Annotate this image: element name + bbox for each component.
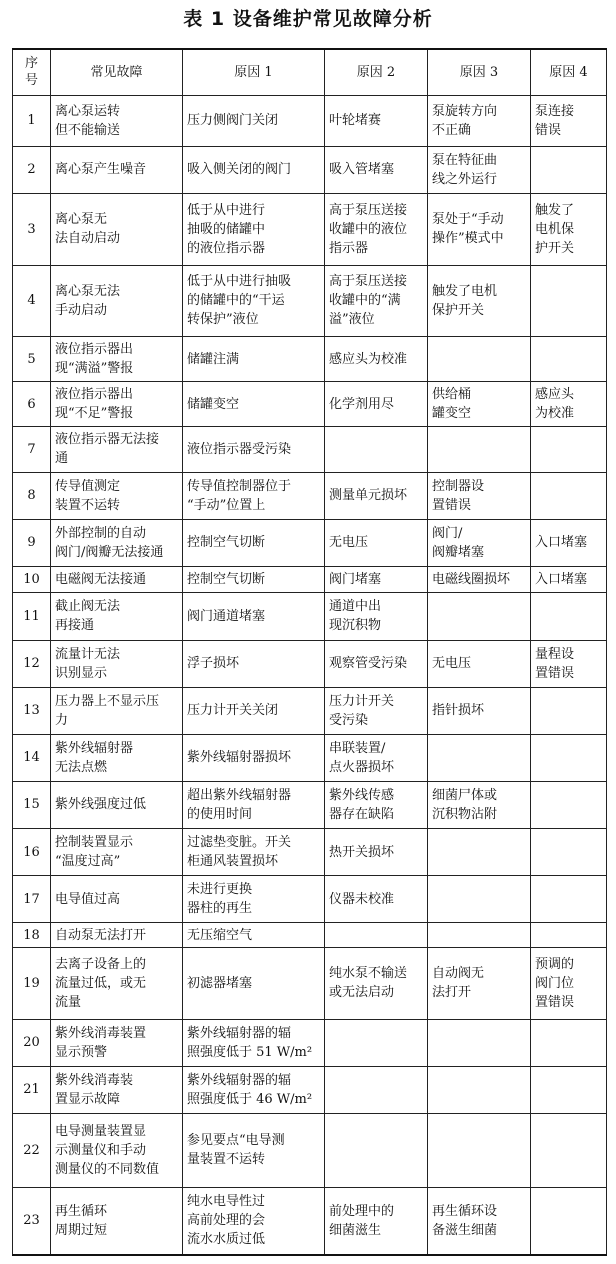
cause-3-cell bbox=[428, 1113, 531, 1187]
cause-3-cell bbox=[428, 923, 531, 948]
cause-3-cell: 指针损坏 bbox=[428, 687, 531, 734]
row-index: 22 bbox=[13, 1113, 51, 1187]
cause-1-cell: 吸入侧关闭的阀门 bbox=[183, 146, 325, 193]
table-row bbox=[13, 566, 607, 593]
cause-4-cell bbox=[531, 265, 607, 337]
table-row bbox=[13, 265, 607, 337]
fault-cell: 离心泵运转 但不能输送 bbox=[51, 95, 183, 146]
cause-1-cell: 参见要点“电导测 量装置不运转 bbox=[183, 1113, 325, 1187]
cause-3-cell: 阀门/ 阀瓣堵塞 bbox=[428, 519, 531, 566]
cause-1-cell: 超出紫外线辐射器 的使用时间 bbox=[183, 781, 325, 828]
cause-1-cell: 纯水电导性过 高前处理的会 流水水质过低 bbox=[183, 1187, 325, 1255]
fault-cell: 离心泵无 法自动启动 bbox=[51, 193, 183, 265]
cause-4-cell bbox=[531, 337, 607, 382]
cause-1-cell: 压力侧阀门关闭 bbox=[183, 95, 325, 146]
fault-cell: 离心泵无法 手动启动 bbox=[51, 265, 183, 337]
cause-3-cell: 细菌尸体或 沉积物沾附 bbox=[428, 781, 531, 828]
cause-2-cell: 高于泵压送接 收罐中的“满 溢”液位 bbox=[325, 265, 428, 337]
row-index: 8 bbox=[13, 472, 51, 519]
row-index: 21 bbox=[13, 1066, 51, 1113]
fault-analysis-table bbox=[12, 48, 607, 1256]
row-index: 14 bbox=[13, 734, 51, 781]
cause-2-cell: 通道中出 现沉积物 bbox=[325, 593, 428, 640]
cause-3-cell: 触发了电机 保护开关 bbox=[428, 265, 531, 337]
header-cause-4: 原因 4 bbox=[531, 49, 607, 95]
cause-3-cell bbox=[428, 829, 531, 876]
row-index: 20 bbox=[13, 1019, 51, 1066]
cause-3-cell: 再生循环设 备滋生细菌 bbox=[428, 1187, 531, 1255]
cause-1-cell: 浮子损坏 bbox=[183, 640, 325, 687]
cause-3-cell bbox=[428, 734, 531, 781]
cause-3-cell: 自动阀无 法打开 bbox=[428, 947, 531, 1019]
fault-cell: 截止阀无法 再接通 bbox=[51, 593, 183, 640]
table-row bbox=[13, 1066, 607, 1113]
row-index: 9 bbox=[13, 519, 51, 566]
fault-cell: 液位指示器无法接 通 bbox=[51, 427, 183, 472]
cause-1-cell: 低于从中进行抽吸 的储罐中的“干运 转保护”液位 bbox=[183, 265, 325, 337]
cause-3-cell bbox=[428, 876, 531, 923]
header-cause-2: 原因 2 bbox=[325, 49, 428, 95]
row-index: 10 bbox=[13, 566, 51, 593]
cause-3-cell: 泵处于“手动 操作”模式中 bbox=[428, 193, 531, 265]
row-index: 5 bbox=[13, 337, 51, 382]
cause-3-cell bbox=[428, 1066, 531, 1113]
fault-cell: 液位指示器出 现“满溢”警报 bbox=[51, 337, 183, 382]
cause-1-cell: 过滤垫变脏。开关 柜通风装置损坏 bbox=[183, 829, 325, 876]
cause-1-cell: 未进行更换 器柱的再生 bbox=[183, 876, 325, 923]
fault-cell: 液位指示器出 现“不足”警报 bbox=[51, 382, 183, 427]
row-index: 16 bbox=[13, 829, 51, 876]
table-row bbox=[13, 876, 607, 923]
cause-2-cell: 压力计开关 受污染 bbox=[325, 687, 428, 734]
table-row bbox=[13, 687, 607, 734]
cause-2-cell bbox=[325, 923, 428, 948]
cause-3-cell: 无电压 bbox=[428, 640, 531, 687]
row-index: 15 bbox=[13, 781, 51, 828]
cause-3-cell: 控制器设 置错误 bbox=[428, 472, 531, 519]
cause-4-cell bbox=[531, 923, 607, 948]
cause-4-cell bbox=[531, 146, 607, 193]
table-row bbox=[13, 472, 607, 519]
table-row bbox=[13, 829, 607, 876]
cause-2-cell bbox=[325, 1113, 428, 1187]
cause-2-cell bbox=[325, 427, 428, 472]
row-index: 4 bbox=[13, 265, 51, 337]
table-row bbox=[13, 640, 607, 687]
fault-cell: 去离子设备上的 流量过低，或无 流量 bbox=[51, 947, 183, 1019]
cause-4-cell bbox=[531, 829, 607, 876]
cause-3-cell bbox=[428, 593, 531, 640]
table-row bbox=[13, 1187, 607, 1255]
row-index: 11 bbox=[13, 593, 51, 640]
cause-4-cell: 量程设 置错误 bbox=[531, 640, 607, 687]
cause-4-cell: 入口堵塞 bbox=[531, 566, 607, 593]
row-index: 1 bbox=[13, 95, 51, 146]
cause-2-cell: 串联装置/ 点火器损坏 bbox=[325, 734, 428, 781]
cause-1-cell: 传导值控制器位于 “手动”位置上 bbox=[183, 472, 325, 519]
fault-cell: 电磁阀无法接通 bbox=[51, 566, 183, 593]
cause-1-cell: 紫外线辐射器的辐 照强度低于 46 W/m² bbox=[183, 1066, 325, 1113]
row-index: 12 bbox=[13, 640, 51, 687]
table-row bbox=[13, 427, 607, 472]
row-index: 3 bbox=[13, 193, 51, 265]
cause-4-cell bbox=[531, 1187, 607, 1255]
row-index: 13 bbox=[13, 687, 51, 734]
cause-4-cell bbox=[531, 427, 607, 472]
cause-2-cell: 感应头为校准 bbox=[325, 337, 428, 382]
cause-2-cell: 仪器未校准 bbox=[325, 876, 428, 923]
fault-cell: 紫外线辐射器 无法点燃 bbox=[51, 734, 183, 781]
cause-1-cell: 储罐注满 bbox=[183, 337, 325, 382]
cause-1-cell: 低于从中进行 抽吸的储罐中 的液位指示器 bbox=[183, 193, 325, 265]
fault-cell: 压力器上不显示压 力 bbox=[51, 687, 183, 734]
header-cause-3: 原因 3 bbox=[428, 49, 531, 95]
cause-4-cell bbox=[531, 781, 607, 828]
cause-4-cell bbox=[531, 472, 607, 519]
table-title: 表 1 设备维护常见故障分析 bbox=[183, 8, 433, 30]
table-row bbox=[13, 337, 607, 382]
row-index: 23 bbox=[13, 1187, 51, 1255]
cause-1-cell: 初滤器堵塞 bbox=[183, 947, 325, 1019]
cause-4-cell bbox=[531, 734, 607, 781]
cause-1-cell: 阀门通道堵塞 bbox=[183, 593, 325, 640]
header-fault: 常见故障 bbox=[51, 49, 183, 95]
cause-4-cell: 感应头 为校准 bbox=[531, 382, 607, 427]
cause-2-cell: 前处理中的 细菌滋生 bbox=[325, 1187, 428, 1255]
table-row bbox=[13, 781, 607, 828]
cause-2-cell: 吸入管堵塞 bbox=[325, 146, 428, 193]
cause-4-cell bbox=[531, 1066, 607, 1113]
cause-1-cell: 紫外线辐射器的辐 照强度低于 51 W/m² bbox=[183, 1019, 325, 1066]
cause-1-cell: 储罐变空 bbox=[183, 382, 325, 427]
fault-cell: 传导值测定 装置不运转 bbox=[51, 472, 183, 519]
cause-3-cell: 电磁线圈损坏 bbox=[428, 566, 531, 593]
cause-4-cell: 入口堵塞 bbox=[531, 519, 607, 566]
fault-cell: 电导测量装置显 示测量仪和手动 测量仪的不同数值 bbox=[51, 1113, 183, 1187]
cause-4-cell bbox=[531, 876, 607, 923]
table-row bbox=[13, 734, 607, 781]
cause-2-cell: 叶轮堵赛 bbox=[325, 95, 428, 146]
fault-cell: 外部控制的自动 阀门/阀瓣无法接通 bbox=[51, 519, 183, 566]
table-row bbox=[13, 923, 607, 948]
cause-1-cell: 无压缩空气 bbox=[183, 923, 325, 948]
cause-2-cell: 无电压 bbox=[325, 519, 428, 566]
cause-2-cell bbox=[325, 1019, 428, 1066]
cause-3-cell bbox=[428, 337, 531, 382]
cause-3-cell: 泵在特征曲 线之外运行 bbox=[428, 146, 531, 193]
row-index: 18 bbox=[13, 923, 51, 948]
cause-2-cell bbox=[325, 1066, 428, 1113]
fault-cell: 紫外线消毒装置 显示预警 bbox=[51, 1019, 183, 1066]
cause-2-cell: 化学剂用尽 bbox=[325, 382, 428, 427]
cause-1-cell: 液位指示器受污染 bbox=[183, 427, 325, 472]
cause-1-cell: 紫外线辐射器损坏 bbox=[183, 734, 325, 781]
table-row bbox=[13, 947, 607, 1019]
row-index: 2 bbox=[13, 146, 51, 193]
table-row bbox=[13, 382, 607, 427]
table-row bbox=[13, 193, 607, 265]
cause-3-cell bbox=[428, 1019, 531, 1066]
fault-cell: 流量计无法 识别显示 bbox=[51, 640, 183, 687]
cause-2-cell: 高于泵压送接 收罐中的液位 指示器 bbox=[325, 193, 428, 265]
table-row bbox=[13, 1019, 607, 1066]
cause-3-cell: 泵旋转方向 不正确 bbox=[428, 95, 531, 146]
header-cause-1: 原因 1 bbox=[183, 49, 325, 95]
cause-1-cell: 控制空气切断 bbox=[183, 566, 325, 593]
cause-2-cell: 纯水泵不输送 或无法启动 bbox=[325, 947, 428, 1019]
fault-cell: 离心泵产生噪音 bbox=[51, 146, 183, 193]
cause-3-cell bbox=[428, 427, 531, 472]
fault-cell: 自动泵无法打开 bbox=[51, 923, 183, 948]
cause-2-cell: 紫外线传感 器存在缺陷 bbox=[325, 781, 428, 828]
cause-2-cell: 阀门堵塞 bbox=[325, 566, 428, 593]
cause-1-cell: 压力计开关关闭 bbox=[183, 687, 325, 734]
cause-4-cell bbox=[531, 593, 607, 640]
row-index: 19 bbox=[13, 947, 51, 1019]
table-row bbox=[13, 593, 607, 640]
cause-2-cell: 观察管受污染 bbox=[325, 640, 428, 687]
row-index: 7 bbox=[13, 427, 51, 472]
cause-4-cell bbox=[531, 687, 607, 734]
row-index: 6 bbox=[13, 382, 51, 427]
table-row bbox=[13, 146, 607, 193]
table-row bbox=[13, 519, 607, 566]
fault-cell: 再生循环 周期过短 bbox=[51, 1187, 183, 1255]
cause-1-cell: 控制空气切断 bbox=[183, 519, 325, 566]
table-row bbox=[13, 95, 607, 146]
header-index: 序 号 bbox=[13, 49, 51, 95]
cause-4-cell: 触发了 电机保 护开关 bbox=[531, 193, 607, 265]
fault-cell: 控制装置显示 “温度过高” bbox=[51, 829, 183, 876]
cause-4-cell bbox=[531, 1113, 607, 1187]
cause-4-cell: 泵连接 错误 bbox=[531, 95, 607, 146]
header-row bbox=[13, 49, 607, 95]
cause-2-cell: 热开关损坏 bbox=[325, 829, 428, 876]
fault-cell: 电导值过高 bbox=[51, 876, 183, 923]
fault-cell: 紫外线消毒装 置显示故障 bbox=[51, 1066, 183, 1113]
cause-4-cell bbox=[531, 1019, 607, 1066]
row-index: 17 bbox=[13, 876, 51, 923]
cause-3-cell: 供给桶 罐变空 bbox=[428, 382, 531, 427]
table-row bbox=[13, 1113, 607, 1187]
cause-4-cell: 预调的 阀门位 置错误 bbox=[531, 947, 607, 1019]
cause-2-cell: 测量单元损坏 bbox=[325, 472, 428, 519]
fault-cell: 紫外线强度过低 bbox=[51, 781, 183, 828]
